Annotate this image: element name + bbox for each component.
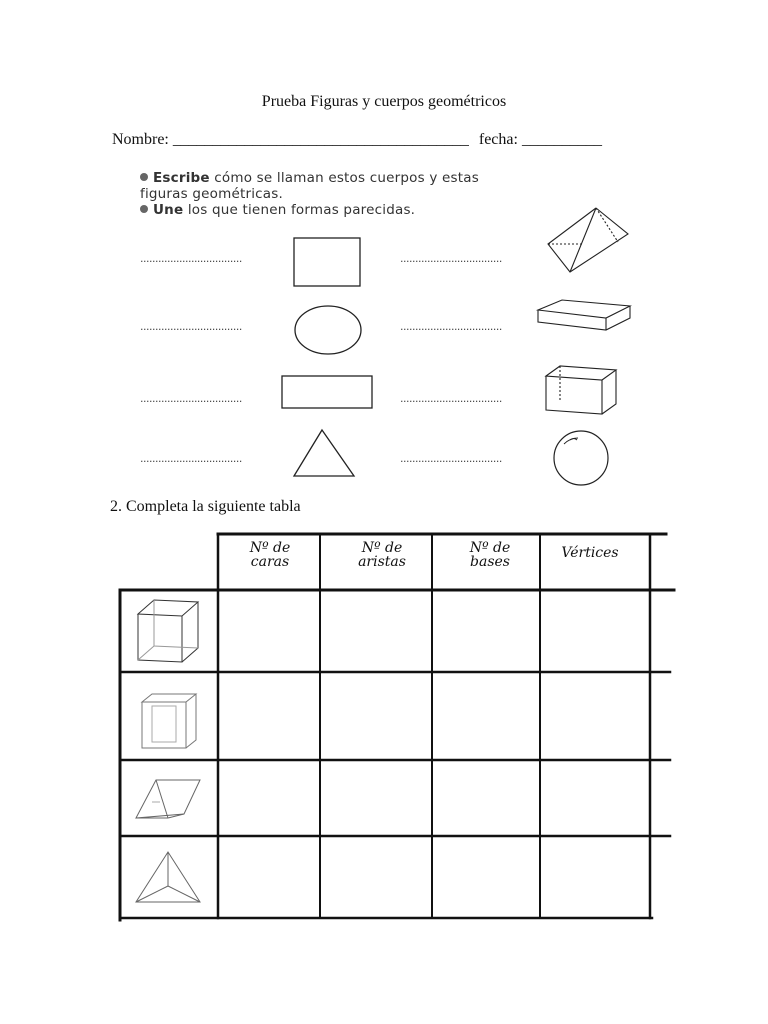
square-icon: [288, 232, 368, 292]
triangle-icon: [288, 424, 368, 482]
name-date-line: [112, 131, 602, 149]
answer-line-cube[interactable]: ..................................: [400, 392, 502, 405]
section-2-title: 2. Completa la siguiente tabla: [110, 498, 301, 515]
answer-line-square[interactable]: ..................................: [140, 252, 242, 265]
column-header-caras: Nº de caras: [249, 540, 291, 570]
date-field[interactable]: __________: [521, 131, 602, 148]
sphere-icon: [548, 428, 620, 486]
name-field[interactable]: _____________________________________: [172, 131, 469, 148]
answer-line-flat-prism[interactable]: ..................................: [400, 320, 502, 333]
column-header-vertices: Vértices: [561, 545, 619, 561]
bullet-icon: [140, 205, 148, 213]
date-label: fecha:: [478, 131, 518, 148]
answer-line-pyramid[interactable]: ..................................: [400, 252, 502, 265]
triangular-pyramid-icon: [132, 848, 204, 908]
flat-prism-icon: [534, 296, 634, 338]
cube-icon: [542, 362, 622, 418]
answer-line-sphere[interactable]: ..................................: [400, 452, 502, 465]
column-header-aristas: Nº de aristas: [358, 540, 406, 570]
triangular-prism-icon: [130, 774, 208, 824]
instruction-line-1: Escribe cómo se llaman estos cuerpos y estas: [140, 170, 479, 186]
pyramid-icon: [540, 204, 632, 278]
circle-icon: [288, 300, 368, 360]
bullet-icon: [140, 173, 148, 181]
answer-line-circle[interactable]: ..................................: [140, 320, 242, 333]
answer-line-triangle[interactable]: ..................................: [140, 452, 242, 465]
page-title: Prueba Figuras y cuerpos geométricos: [261, 93, 507, 110]
name-label: Nombre:: [112, 131, 169, 148]
rectangular-prism-icon: [138, 690, 204, 754]
column-header-bases: Nº de bases: [469, 540, 511, 570]
rectangle-icon: [278, 372, 378, 414]
instruction-line-3: Une los que tienen formas parecidas.: [140, 202, 415, 218]
instruction-line-2: figuras geométricas.: [140, 186, 283, 202]
answer-line-rectangle[interactable]: ..................................: [140, 392, 242, 405]
cube-icon: [132, 596, 204, 668]
